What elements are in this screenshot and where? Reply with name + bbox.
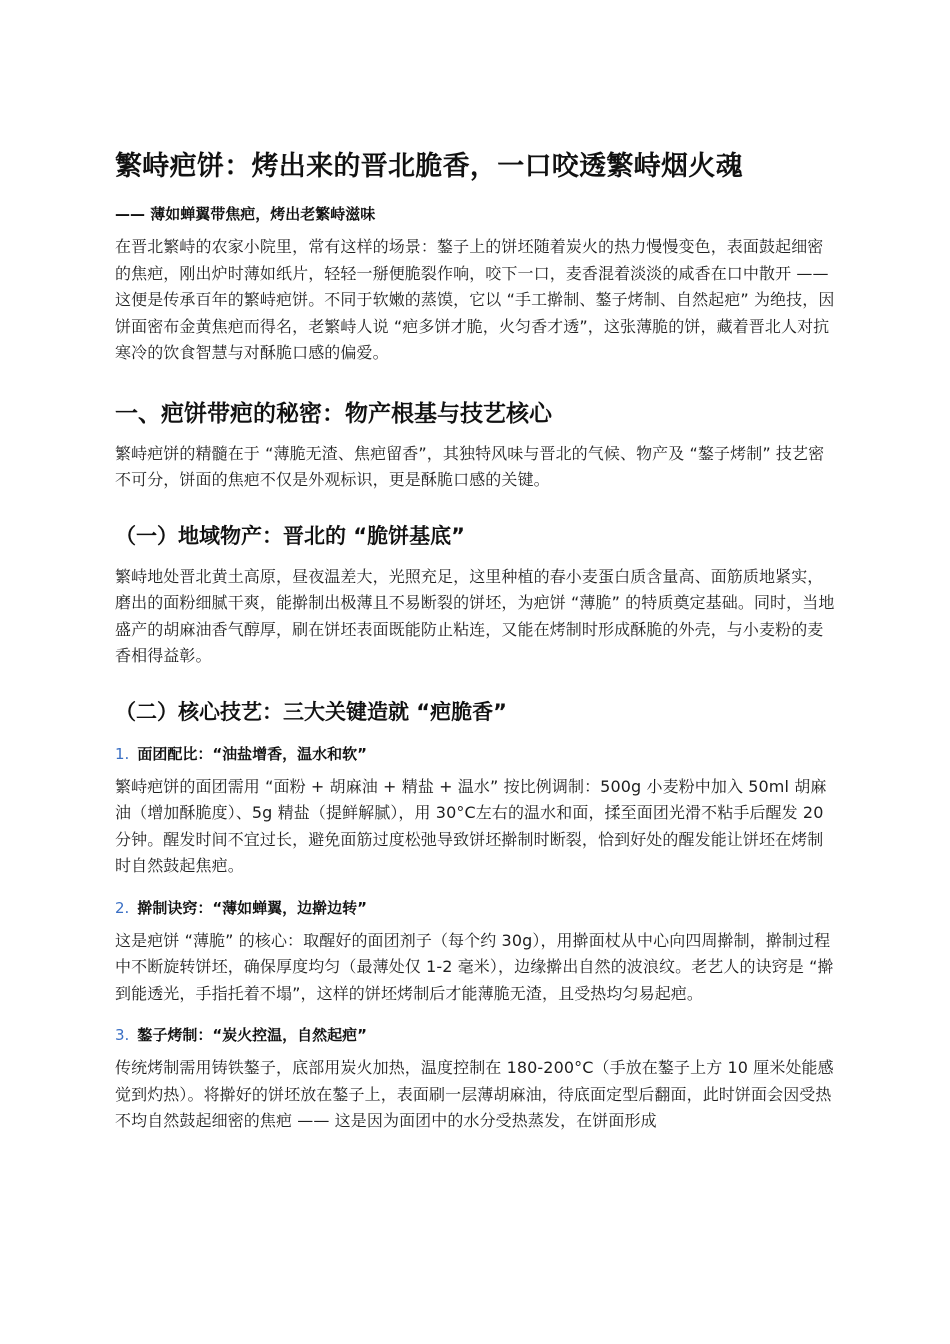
- subsection-1-heading: （一）地域物产：晋北的 “脆饼基底”: [115, 523, 465, 548]
- step-1-label: 面团配比：“油盐增香，温水和软”: [137, 744, 368, 763]
- step-2-number: 2.: [115, 898, 130, 917]
- intro-paragraph: 在晋北繁峙的农家小院里，常有这样的场景：鏊子上的饼坯随着炭火的热力慢慢变色，表面鼓起细密的焦疤，刚出炉时薄如纸片，轻轻一掰便脆裂作响，咬下一口，麦香混着淡淡的咸香在口中散开 —— 这便是传承百年的繁峙疤饼。不同于软嫩的蒸馍，它以 “手工擀制、鏊子烤制、自然起疤” 为绝技，因饼面密布金黄焦疤而得名，老繁峙人说 “疤多饼才脆，火匀香才透”，这张薄脆的饼，藏着晋北人对抗寒冷的饮食智慧与对酥脆口感的偏爱。: [115, 237, 835, 362]
- step-1-number: 1.: [115, 744, 130, 763]
- page-subtitle: —— 薄如蝉翼带焦疤，烤出老繁峙滋味: [115, 205, 376, 223]
- section-1-heading: 一、疤饼带疤的秘密：物产根基与技艺核心: [115, 400, 552, 427]
- step-2-label: 擀制诀窍：“薄如蝉翼，边擀边转”: [137, 898, 368, 917]
- page-title: 繁峙疤饼：烤出来的晋北脆香，一口咬透繁峙烟火魂: [115, 151, 743, 182]
- document-page: [115, 150, 837, 1135]
- step-1-title: [115, 744, 837, 764]
- step-3-title: [115, 1025, 837, 1045]
- step-1-paragraph: 繁峙疤饼的面团需用 “面粉 + 胡麻油 + 精盐 + 温水” 按比例调制：500g 小麦粉中加入 50ml 胡麻油（增加酥脆度）、5g 精盐（提鲜解腻），用 30°C左右的温水和面，揉至面团光滑不粘手后醒发 20 分钟。醒发时间不宜过长，避免面筋过度松弛导致饼坯擀制时断裂，恰到好处的醒发能让饼坯在烤制时自然鼓起焦疤。: [115, 776, 827, 875]
- subsection-2-heading: （二）核心技艺：三大关键造就 “疤脆香”: [115, 699, 507, 724]
- step-2-paragraph: 这是疤饼 “薄脆” 的核心：取醒好的面团剂子（每个约 30g），用擀面杖从中心向四周擀制，擀制过程中不断旋转饼坯，确保厚度均匀（最薄处仅 1-2 毫米），边缘擀出自然的波浪纹。老艺人的诀窍是 “擀到能透光，手指托着不塌”，这样的饼坯烤制后才能薄脆无渣，且受热均匀易起疤。: [115, 930, 834, 1003]
- step-2-title: [115, 898, 837, 918]
- section-1-paragraph: 繁峙疤饼的精髓在于 “薄脆无渣、焦疤留香”，其独特风味与晋北的气候、物产及 “鏊子烤制” 技艺密不可分，饼面的焦疤不仅是外观标识，更是酥脆口感的关键。: [115, 443, 825, 489]
- step-3-number: 3.: [115, 1026, 130, 1044]
- subsection-1-paragraph: 繁峙地处晋北黄土高原，昼夜温差大，光照充足，这里种植的春小麦蛋白质含量高、面筋质地紧实，磨出的面粉细腻干爽，能擀制出极薄且不易断裂的饼坯，为疤饼 “薄脆” 的特质奠定基础。同时，当地盛产的胡麻油香气醇厚，刷在饼坯表面既能防止粘连，又能在烤制时形成酥脆的外壳，与小麦粉的麦香相得益彰。: [115, 566, 835, 665]
- step-3-paragraph: 传统烤制需用铸铁鏊子，底部用炭火加热，温度控制在 180-200°C（手放在鏊子上方 10 厘米处能感觉到灼热）。将擀好的饼坯放在鏊子上，表面刷一层薄胡麻油，待底面定型后翻面，此时饼面会因受热不均自然鼓起细密的焦疤 —— 这是因为面团中的水分受热蒸发，在饼面形成: [115, 1058, 834, 1130]
- step-3-label: 鏊子烤制：“炭火控温，自然起疤”: [137, 1026, 368, 1044]
